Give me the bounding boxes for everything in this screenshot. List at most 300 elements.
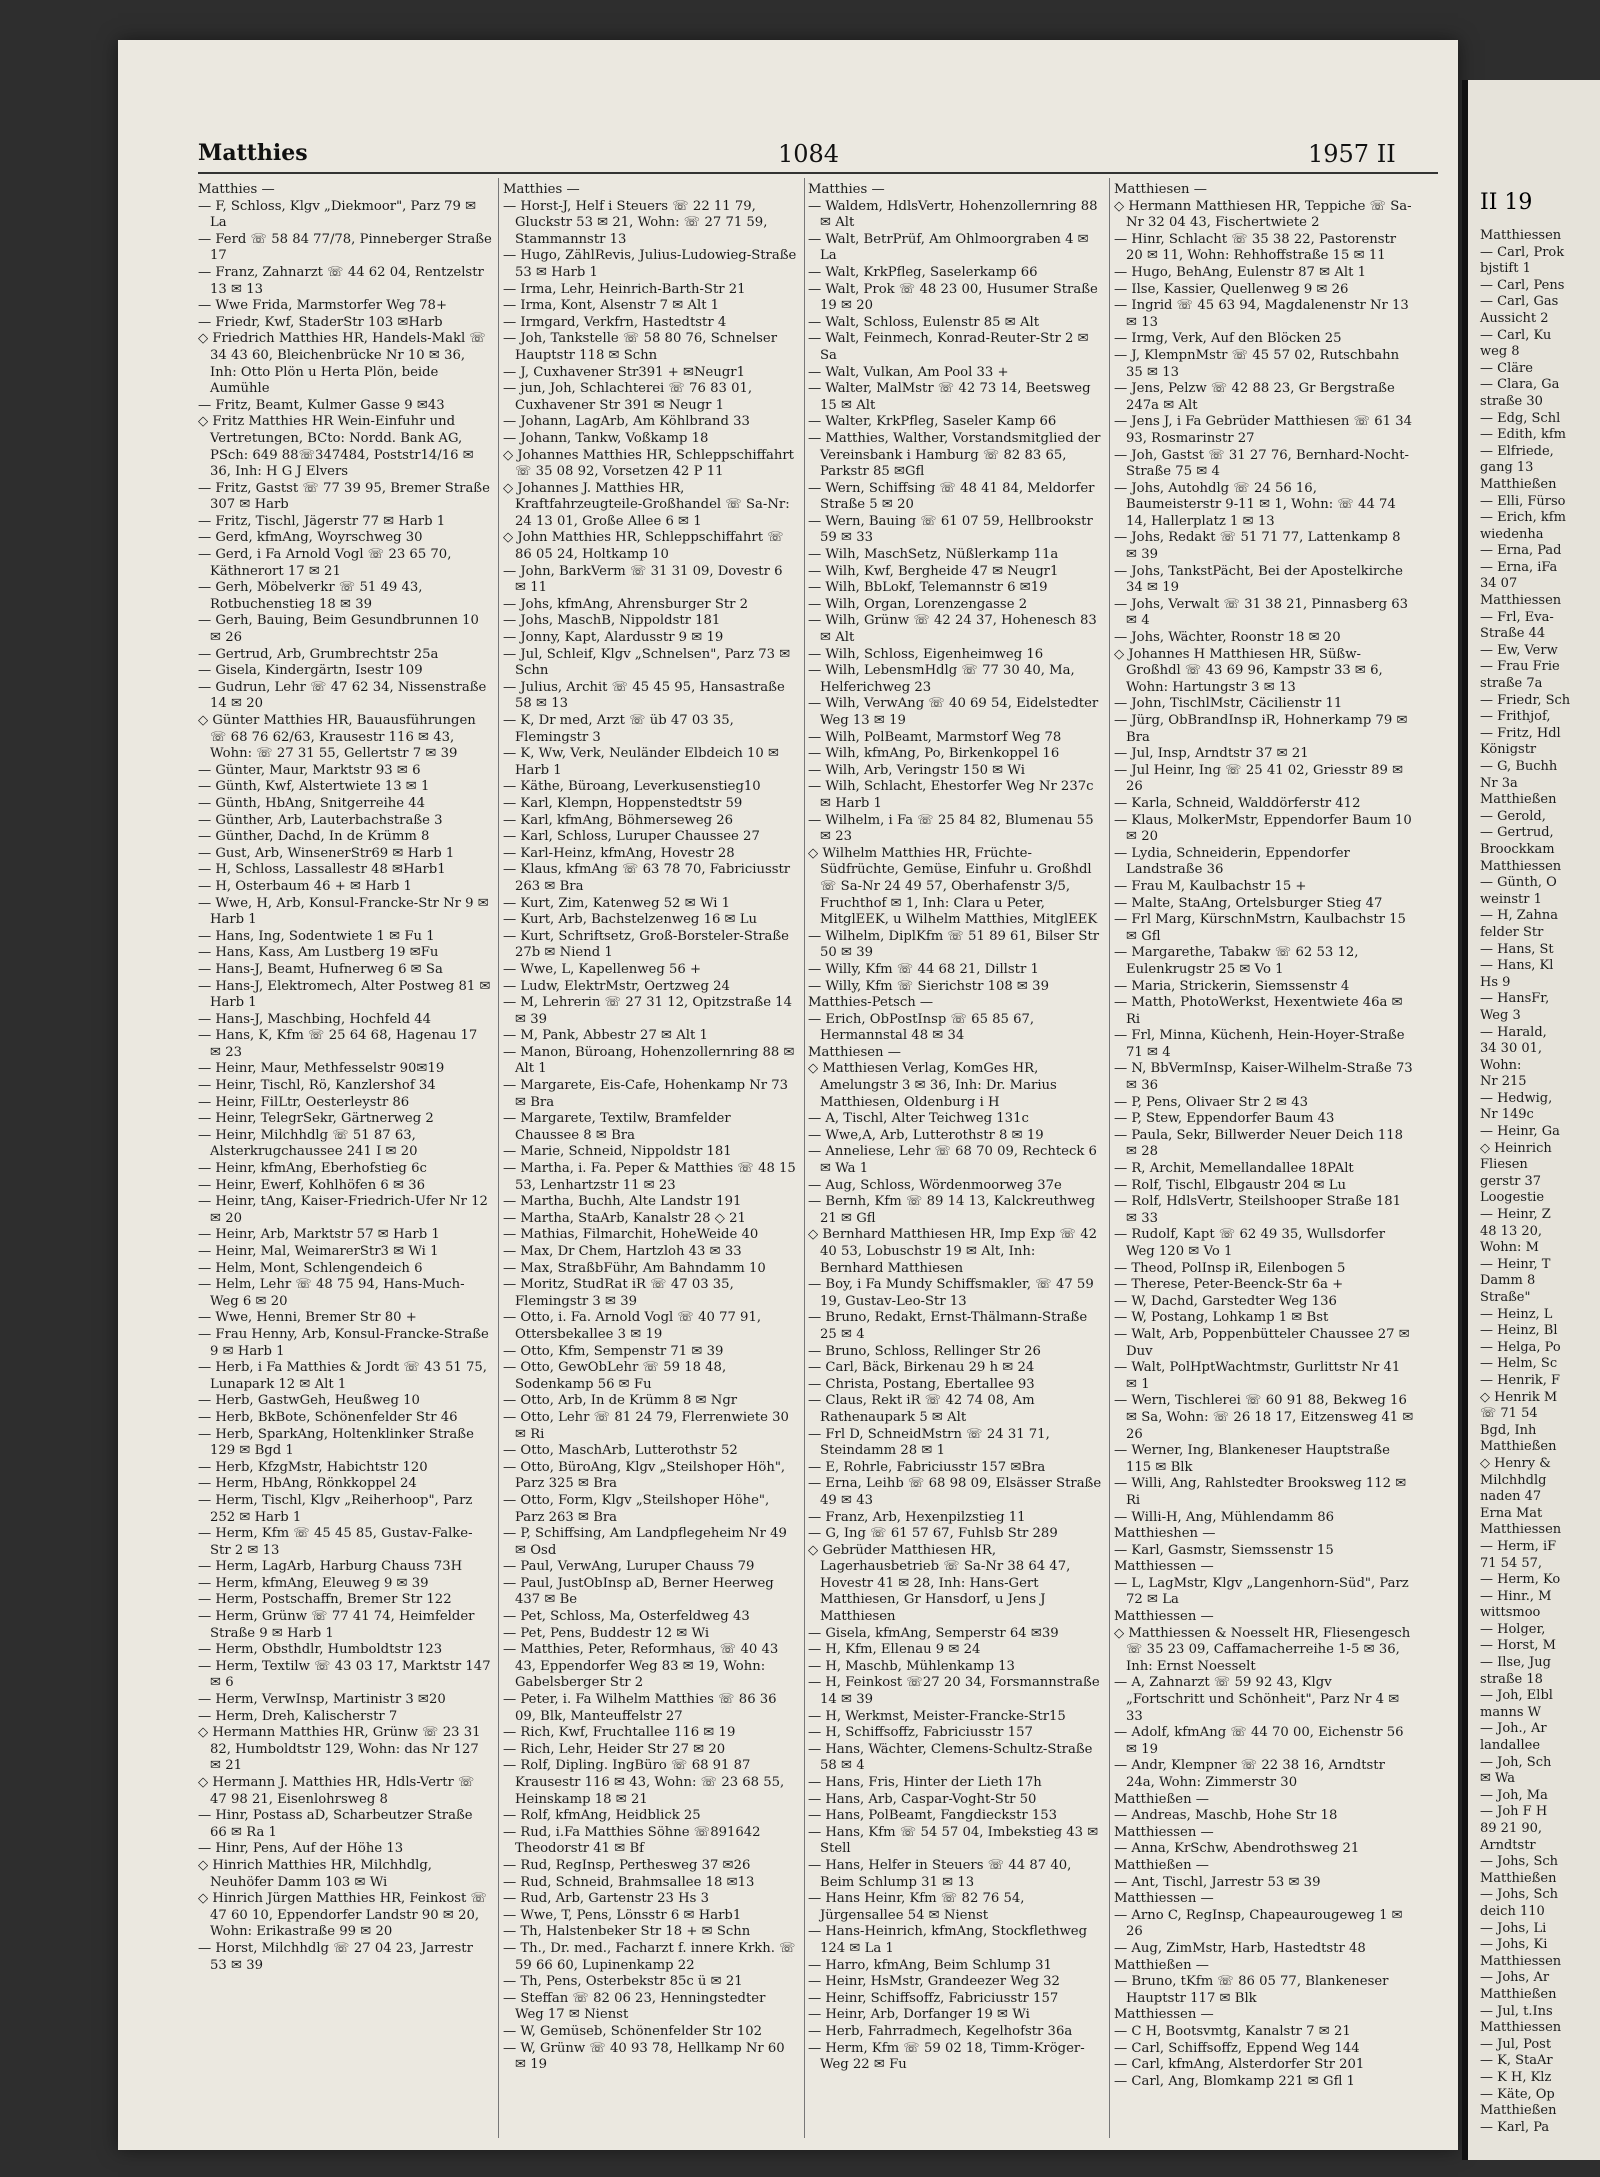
directory-entry: — John, TischlMstr, Cäcilienstr 11 <box>1114 696 1343 712</box>
directory-entry: — Herm, Kfm ☏ 59 02 18, Timm-Kröger-Weg 22 ✉ Fu <box>808 2040 1085 2073</box>
directory-entry: — P, Schiffsing, Am Landpflegeheim Nr 49 ✉ Osd <box>503 1526 787 1558</box>
directory-entry: — Willi, Ang, Rahlstedter Brooksweg 112 ✉ Ri <box>1114 1476 1407 1508</box>
facing-page-line: Aussicht 2 <box>1480 310 1549 326</box>
facing-page-line: ◇ Heinrich <box>1480 1140 1552 1156</box>
facing-page-line: Matthiessen <box>1480 2020 1562 2036</box>
directory-entry: — Gisela, Kindergärtn, Isestr 109 <box>198 663 423 679</box>
directory-entry: — Carl, kfmAng, Alsterdorfer Str 201 <box>1114 2057 1365 2073</box>
facing-page-line: Nr 3a <box>1480 775 1518 791</box>
directory-entry: — Andr, Klempner ☏ 22 38 16, Arndtstr 24a, Wohn: Zimmerstr 30 <box>1114 1758 1385 1790</box>
facing-page-line: — Holger, <box>1480 1621 1546 1637</box>
directory-entry: — Margarete, Textilw, Bramfelder Chaussee 8 ✉ Bra <box>503 1111 731 1143</box>
directory-entry: — Willi-H, Ang, Mühlendamm 86 <box>1114 1509 1335 1525</box>
directory-entry: — Jens J, i Fa Gebrüder Matthiesen ☏ 61 34 93, Rosmarinstr 27 <box>1114 414 1413 446</box>
directory-entry: Matthießen — <box>1114 1857 1209 1873</box>
facing-page-line: — Fritz, Hdl <box>1480 725 1561 741</box>
facing-page-line: naden 47 <box>1480 1489 1542 1505</box>
directory-entry: — Herm, Grünw ☏ 77 41 74, Heimfelder Straße 9 ✉ Harb 1 <box>198 1609 475 1641</box>
directory-entry: — Hans, K, Kfm ☏ 25 64 68, Hagenau 17 ✉ 23 <box>198 1028 478 1060</box>
facing-page-line: — Erna, Pad <box>1480 543 1562 559</box>
directory-entry: — Walt, Vulkan, Am Pool 33 + <box>808 364 1009 380</box>
directory-entry: Matthiessen — <box>1114 2007 1214 2023</box>
directory-entry: — Herm, VerwInsp, Martinistr 3 ✉20 <box>198 1692 446 1708</box>
column-1 <box>198 182 492 2132</box>
directory-entry: — Heinr, Arb, Dorfanger 19 ✉ Wi <box>808 2007 1030 2023</box>
facing-page-line: — Edith, kfm <box>1480 427 1566 443</box>
facing-page-line: weinstr 1 <box>1480 891 1542 907</box>
directory-entry: — Wilhelm, i Fa ☏ 25 84 82, Blumenau 55 ✉ 23 <box>808 812 1094 845</box>
facing-page-line: Matthießen <box>1480 1439 1557 1455</box>
facing-page-line: — Jul, Post <box>1480 2036 1552 2052</box>
directory-entry: — Wilh, Kwf, Bergheide 47 ✉ Neugr1 <box>808 563 1059 579</box>
directory-entry: — Jonny, Kapt, Alardusstr 9 ✉ 19 <box>503 630 724 646</box>
directory-entry: — Walt, Feinmech, Konrad-Reuter-Str 2 ✉ Sa <box>808 331 1089 363</box>
facing-page-line: — Herm, Ko <box>1480 1572 1561 1588</box>
column-divider <box>1109 178 1110 2138</box>
directory-entry: — Wwe, Henni, Bremer Str 80 + <box>198 1310 417 1326</box>
directory-entry: — H, Osterbaum 46 + ✉ Harb 1 <box>198 878 412 894</box>
directory-entry: — Wern, Schiffsing ☏ 48 41 84, Meldorfer Straße 5 ✉ 20 <box>808 480 1095 513</box>
directory-entry: — Gerd, kfmAng, Woyrschweg 30 <box>198 530 423 546</box>
directory-entry: — Wilh, MaschSetz, Nüßlerkamp 11a <box>808 547 1059 563</box>
directory-entry: — Herm, HbAng, Rönkkoppel 24 <box>198 1476 417 1492</box>
directory-entry: — Jul, Schleif, Klgv „Schnelsen", Parz 73 ✉ Schn <box>503 646 791 679</box>
directory-entry: — Martha, StaArb, Kanalstr 28 ◇ 21 <box>503 1210 746 1226</box>
column-4 <box>1114 182 1414 2132</box>
facing-page-line: Matthießen <box>1480 476 1557 492</box>
directory-entry: — P, Stew, Eppendorfer Baum 43 <box>1114 1111 1335 1127</box>
directory-entry: — Bruno, Redakt, Ernst-Thälmann-Straße 25 ✉ 4 <box>808 1310 1088 1342</box>
directory-entry: — Wilh, BbLokf, Telemannstr 6 ✉19 <box>808 580 1048 596</box>
directory-entry: — Th, Halstenbeker Str 18 + ✉ Schn <box>503 1924 751 1940</box>
facing-page-line: — Frau Frie <box>1480 659 1560 675</box>
facing-page-line: landallee <box>1480 1738 1541 1754</box>
directory-entry: — Wilh, Organ, Lorenzengasse 2 <box>808 596 1028 612</box>
directory-entry: — Wern, Bauing ☏ 61 07 59, Hellbrookstr 59 ✉ 33 <box>808 513 1093 546</box>
directory-entry: — Otto, i. Fa. Arnold Vogl ☏ 40 77 91, Ottersbekallee 3 ✉ 19 <box>503 1310 762 1342</box>
directory-entry: — Rud, Schneid, Brahmsallee 18 ✉13 <box>503 1874 755 1890</box>
directory-entry: — Hans-J, Elektromech, Alter Postweg 81 ✉ Harb 1 <box>198 978 491 1011</box>
directory-entry: — Wilh, Schlacht, Ehestorfer Weg Nr 237c ✉ Harb 1 <box>808 779 1094 811</box>
directory-entry: ◇ Matthiessen & Noesselt HR, Fliesengesch ☏ 35 23 09, Caffamacherreihe 1-5 ✉ 36, Inh: Ernst Noesselt <box>1114 1625 1411 1674</box>
facing-page-line: — Joh., Ar <box>1480 1721 1547 1737</box>
directory-entry: — Gerh, Möbelverkr ☏ 51 49 43, Rotbuchenstieg 18 ✉ 39 <box>198 580 423 612</box>
directory-entry: — E, Rohrle, Fabriciusstr 157 ✉Bra <box>808 1459 1046 1475</box>
facing-page-line: Bgd, Inh <box>1480 1422 1537 1438</box>
directory-entry: — Hans, Fris, Hinter der Lieth 17h <box>808 1775 1042 1790</box>
facing-page-line: wiedenha <box>1480 526 1544 542</box>
directory-entry: — Wwe, H, Arb, Konsul-Francke-Str Nr 9 ✉ Harb 1 <box>198 895 489 928</box>
directory-entry: — Ilse, Kassier, Quellenweg 9 ✉ 26 <box>1114 281 1349 297</box>
facing-page-line: — Johs, Sch <box>1480 1854 1559 1870</box>
directory-entry: — Claus, Rekt iR ☏ 42 74 08, Am Rathenaupark 5 ✉ Alt <box>808 1393 1035 1425</box>
directory-entry: — Frl D, SchneidMstrn ☏ 24 31 71, Steindamm 28 ✉ 1 <box>808 1426 1050 1459</box>
directory-entry: — Theod, PolInsp iR, Eilenbogen 5 <box>1114 1260 1346 1276</box>
directory-entry: — Walt, BetrPrüf, Am Ohlmoorgraben 4 ✉ La <box>808 231 1089 264</box>
directory-entry: — Fritz, Gastst ☏ 77 39 95, Bremer Straße 307 ✉ Harb <box>198 480 490 513</box>
directory-entry: Matthiessen — <box>1114 1891 1214 1907</box>
directory-entry: — Friedr, Kwf, StaderStr 103 ✉Harb <box>198 314 443 330</box>
directory-entry: — Karl, Klempn, Hoppenstedtstr 59 <box>503 795 743 811</box>
facing-page-line: — Hinr., M <box>1480 1588 1552 1604</box>
directory-entry: — Gust, Arb, WinsenerStr69 ✉ Harb 1 <box>198 845 455 861</box>
directory-entry: ◇ Hermann Matthies HR, Grünw ☏ 23 31 82, Humboldtstr 129, Wohn: das Nr 127 ✉ 21 <box>198 1725 481 1774</box>
directory-entry: — Hugo, ZählRevis, Julius-Ludowieg-Straße 53 ✉ Harb 1 <box>503 248 797 280</box>
directory-entry: ◇ Hermann J. Matthies HR, Hdls-Vertr ☏ 47 98 21, Eisenlohrsweg 8 <box>198 1775 475 1807</box>
directory-entry: — Irma, Kont, Alsenstr 7 ✉ Alt 1 <box>503 298 720 314</box>
directory-entry: — Ant, Tischl, Jarrestr 53 ✉ 39 <box>1114 1874 1321 1890</box>
facing-page-line: Wohn: <box>1480 1057 1522 1073</box>
directory-entry: — Herm, Kfm ☏ 45 45 85, Gustav-Falke-Str 2 ✉ 13 <box>198 1526 473 1558</box>
directory-entry: — Frl Marg, KürschnMstrn, Kaulbachstr 15 ✉ Gfl <box>1114 912 1406 944</box>
facing-page-line: Hs 9 <box>1480 974 1511 990</box>
directory-entry: — Gudrun, Lehr ☏ 47 62 34, Nissenstraße 14 ✉ 20 <box>198 679 487 712</box>
directory-entry: — Hinr, Schlacht ☏ 35 38 22, Pastorenstr 20 ✉ 11, Wohn: Rehhoffstraße 15 ✉ 11 <box>1114 231 1397 264</box>
directory-entry: — Heinr, kfmAng, Eberhofstieg 6c <box>198 1161 427 1177</box>
facing-page-line: — Karl, Pa <box>1480 2119 1550 2135</box>
directory-entry: — Walt, Schloss, Eulenstr 85 ✉ Alt <box>808 314 1039 330</box>
directory-entry: — Martha, Buchh, Alte Landstr 191 <box>503 1194 742 1210</box>
directory-entry: — Wwe,A, Arb, Lutterothstr 8 ✉ 19 <box>808 1127 1044 1143</box>
facing-page-line: Straße 44 <box>1480 626 1546 642</box>
directory-entry: — Moritz, StudRat iR ☏ 47 03 35, Flemingstr 3 ✉ 39 <box>503 1277 734 1309</box>
facing-page-line: deich 110 <box>1480 1903 1545 1919</box>
directory-entry: — Wilhelm, DiplKfm ☏ 51 89 61, Bilser Str 50 ✉ 39 <box>808 928 1100 961</box>
directory-entry: — Hinr, Postass aD, Scharbeutzer Straße 66 ✉ Ra 1 <box>198 1808 473 1840</box>
directory-entry: — Wwe, T, Pens, Lönsstr 6 ✉ Harb1 <box>503 1907 742 1923</box>
directory-entry: — M, Lehrerin ☏ 27 31 12, Opitzstraße 14 ✉ 39 <box>503 995 792 1027</box>
facing-page-line: — Ew, Verw <box>1480 642 1558 658</box>
directory-entry: — Matthies, Walther, Vorstandsmitglied der Vereinsbank i Hamburg ☏ 82 83 65, Parkstr 85 ✉Gfl <box>808 430 1101 480</box>
directory-entry: — Johs, MaschB, Nippoldstr 181 <box>503 613 721 629</box>
directory-entry: — Herb, KfzgMstr, Habichtstr 120 <box>198 1459 428 1475</box>
directory-entry: — Otto, BüroAng, Klgv „Steilshoper Höh", Parz 325 ✉ Bra <box>503 1459 786 1492</box>
facing-page-line: — K, StaAr <box>1480 2053 1553 2069</box>
directory-entry: — Otto, Arb, In de Krümm 8 ✉ Ngr <box>503 1393 738 1409</box>
facing-page-line: Arndtstr <box>1480 1837 1536 1853</box>
directory-entry: — Hans, Wächter, Clemens-Schultz-Straße 58 ✉ 4 <box>808 1741 1093 1774</box>
directory-entry: — Fritz, Tischl, Jägerstr 77 ✉ Harb 1 <box>198 513 446 529</box>
facing-page-line: 34 07 <box>1480 576 1518 592</box>
directory-entry: — Jens, Pelzw ☏ 42 88 23, Gr Bergstraße 247a ✉ Alt <box>1114 381 1395 413</box>
directory-entry: — Johs, kfmAng, Ahrensburger Str 2 <box>503 596 749 612</box>
facing-page-line: — Hans, Kl <box>1480 958 1554 974</box>
page-number: 1084 <box>778 140 840 168</box>
directory-entry: — Heinr, Ewerf, Kohlhöfen 6 ✉ 36 <box>198 1177 426 1193</box>
facing-page-line: — Johs, Li <box>1480 1920 1547 1936</box>
directory-entry: — Herm, LagArb, Harburg Chauss 73H <box>198 1559 463 1575</box>
directory-entry: Matthieshen — <box>1114 1526 1216 1542</box>
directory-entry: — Herm, kfmAng, Eleuweg 9 ✉ 39 <box>198 1575 429 1591</box>
directory-entry: — H, Schiffsoffz, Fabriciusstr 157 <box>808 1725 1033 1741</box>
directory-entry: — Marie, Schneid, Nippoldstr 181 <box>503 1144 732 1160</box>
directory-entry: ◇ John Matthies HR, Schleppschiffahrt ☏ 86 05 24, Holtkamp 10 <box>503 530 784 563</box>
directory-entry: — Herm, Postschaffn, Bremer Str 122 <box>198 1592 452 1608</box>
directory-entry: — Herb, i Fa Matthies & Jordt ☏ 43 51 75, Lunapark 12 ✉ Alt 1 <box>198 1360 487 1392</box>
facing-page-line: Weg 3 <box>1480 1007 1521 1023</box>
directory-entry: — Klaus, MolkerMstr, Eppendorfer Baum 10 ✉ 20 <box>1114 812 1412 845</box>
facing-page-line: straße 7a <box>1480 676 1543 692</box>
directory-entry: — Günther, Arb, Lauterbachstraße 3 <box>198 812 443 828</box>
directory-entry: — Frau Henny, Arb, Konsul-Francke-Straße 9 ✉ Harb 1 <box>198 1326 489 1359</box>
directory-entry: — Helm, Mont, Schlengendeich 6 <box>198 1260 423 1276</box>
directory-entry: — Willy, Kfm ☏ 44 68 21, Dillstr 1 <box>808 961 1039 977</box>
facing-page-line: Matthiessen <box>1480 593 1562 609</box>
directory-entry: — Margarete, Eis-Cafe, Hohenkamp Nr 73 ✉ Bra <box>503 1078 789 1110</box>
directory-entry: — Th, Pens, Osterbekstr 85c ü ✉ 21 <box>503 1974 743 1990</box>
directory-entry: — W, Gemüseb, Schönenfelder Str 102 <box>503 2023 763 2039</box>
directory-entry: ◇ Hinrich Matthies HR, Milchhdlg, Neuhöfer Damm 103 ✉ Wi <box>198 1857 432 1890</box>
facing-page-line: felder Str <box>1480 924 1544 940</box>
directory-entry: — Wilh, PolBeamt, Marmstorf Weg 78 <box>808 729 1062 745</box>
directory-entry: — Paul, VerwAng, Luruper Chauss 79 <box>503 1559 755 1575</box>
facing-page-line: — G, Buchh <box>1480 759 1558 774</box>
facing-page-line: manns W <box>1480 1704 1541 1720</box>
directory-entry: — Wwe, L, Kapellenweg 56 + <box>503 961 701 977</box>
directory-entry: — Johs, Redakt ☏ 51 71 77, Lattenkamp 8 ✉ 39 <box>1114 530 1401 563</box>
facing-page-line: — Günth, O <box>1480 875 1557 891</box>
directory-entry: — Rolf, Dipling. IngBüro ☏ 68 91 87 Krausestr 116 ✉ 43, Wohn: ☏ 23 68 55, Heinskamp 18 ✉ 21 <box>503 1758 785 1807</box>
directory-entry: — Frau M, Kaulbachstr 15 + <box>1114 878 1307 894</box>
directory-entry: — Walt, Arb, Poppenbütteler Chaussee 27 ✉ Duv <box>1114 1326 1410 1359</box>
directory-entry: — M, Pank, Abbestr 27 ✉ Alt 1 <box>503 1028 708 1044</box>
facing-page-line: Matthießen <box>1480 2103 1557 2119</box>
directory-entry: — Margarethe, Tabakw ☏ 62 53 12, Eulenkrugstr 25 ✉ Vo 1 <box>1114 945 1359 977</box>
directory-entry: — Heinr, TelegrSekr, Gärtnerweg 2 <box>198 1111 434 1127</box>
facing-page-line: — Frl, Eva- <box>1480 609 1554 625</box>
facing-page-line: bjstift 1 <box>1480 261 1531 277</box>
directory-entry: — Christa, Postang, Ebertallee 93 <box>808 1376 1035 1392</box>
facing-page-line: Straße" <box>1480 1290 1531 1305</box>
facing-page-column <box>1480 228 1600 2136</box>
directory-entry: — Frl, Minna, Küchenh, Hein-Hoyer-Straße 71 ✉ 4 <box>1114 1028 1405 1060</box>
facing-page-line: — Joh, Sch <box>1480 1754 1552 1770</box>
facing-page-line: Matthiessen <box>1480 858 1562 874</box>
facing-page-line: — Cläre <box>1480 360 1533 376</box>
directory-entry: — Otto, Kfm, Sempenstr 71 ✉ 39 <box>503 1343 724 1359</box>
directory-entry: — Bernh, Kfm ☏ 89 14 13, Kalckreuthweg 21 ✉ Gfl <box>808 1194 1096 1226</box>
facing-page-line: Wohn: M <box>1480 1240 1539 1256</box>
directory-entry: — Günter, Maur, Marktstr 93 ✉ 6 <box>198 762 421 778</box>
facing-page-line: — Gertrud, <box>1480 825 1554 841</box>
directory-entry: ◇ Hermann Matthiesen HR, Teppiche ☏ Sa-Nr 32 04 43, Fischertwiete 2 <box>1114 198 1412 231</box>
directory-entry: — Aug, Schloss, Wördenmoorweg 37e <box>808 1177 1062 1193</box>
facing-page-line: — Johs, Ki <box>1480 1937 1548 1953</box>
directory-entry: — Heinr, FilLtr, Oesterleystr 86 <box>198 1094 410 1110</box>
directory-entry: Matthießen — <box>1114 1791 1209 1807</box>
directory-entry: — Wilh, Grünw ☏ 42 24 37, Hohenesch 83 ✉ Alt <box>808 613 1097 646</box>
directory-entry: — Johann, Tankw, Voßkamp 18 <box>503 430 709 446</box>
facing-page-line: — Elli, Fürso <box>1480 493 1566 509</box>
header-rule <box>198 172 1438 174</box>
directory-entry: — Gerd, i Fa Arnold Vogl ☏ 23 65 70, Käthnerort 17 ✉ 21 <box>198 547 452 579</box>
facing-page-edge <box>1462 80 1600 2160</box>
directory-entry: — Adolf, kfmAng ☏ 44 70 00, Eichenstr 56 ✉ 19 <box>1114 1725 1404 1757</box>
directory-entry: — Johs, Wächter, Roonstr 18 ✉ 20 <box>1114 630 1341 646</box>
facing-page-line: — Carl, Gas <box>1480 294 1559 310</box>
directory-entry: — H, Schloss, Lassallestr 48 ✉Harb1 <box>198 862 446 878</box>
directory-entry: — Wilh, Schloss, Eigenheimweg 16 <box>808 646 1044 662</box>
directory-entry: — Wilh, kfmAng, Po, Birkenkoppel 16 <box>808 746 1060 762</box>
directory-entry: — Maria, Strickerin, Siemssenstr 4 <box>1114 978 1350 994</box>
directory-entry: — W, Grünw ☏ 40 93 78, Hellkamp Nr 60 ✉ 19 <box>503 2040 785 2073</box>
directory-entry: — Käthe, Büroang, Leverkusenstieg10 <box>503 779 761 795</box>
directory-entry: — Steffan ☏ 82 06 23, Henningstedter Weg 17 ✉ Nienst <box>503 1990 766 2023</box>
facing-page-line: — Jul, t.Ins <box>1480 2003 1553 2019</box>
directory-entry: — Rolf, Tischl, Elbgaustr 204 ✉ Lu <box>1114 1177 1347 1193</box>
directory-entry: — Heinr, Tischl, Rö, Kanzlershof 34 <box>198 1078 436 1094</box>
directory-entry: — Walt, Prok ☏ 48 23 00, Husumer Straße 19 ✉ 20 <box>808 281 1098 314</box>
directory-entry: — Herb, GastwGeh, Heußweg 10 <box>198 1393 420 1409</box>
facing-page-line: Broockkam <box>1480 841 1555 857</box>
directory-entry: — jun, Joh, Schlachterei ☏ 76 83 01, Cuxhavener Str 391 ✉ Neugr 1 <box>503 381 753 413</box>
directory-entry: — Anneliese, Lehr ☏ 68 70 09, Rechteck 6 ✉ Wa 1 <box>808 1144 1097 1177</box>
directory-entry: — A, Tischl, Alter Teichweg 131c <box>808 1111 1029 1127</box>
directory-entry: — Hans, Arb, Caspar-Voght-Str 50 <box>808 1791 1037 1807</box>
directory-entry: ◇ Johannes H Matthiesen HR, Süßw-Großhdl ☏ 43 69 96, Kampstr 33 ✉ 6, Wohn: Hartungstr 3 ✉ 13 <box>1114 646 1383 695</box>
directory-entry: — Wilh, Arb, Veringstr 150 ✉ Wi <box>808 762 1025 778</box>
directory-entry: — Karl-Heinz, kfmAng, Hovestr 28 <box>503 845 735 861</box>
facing-page-header: II 19 <box>1480 190 1533 215</box>
directory-entry: — Hans Heinr, Kfm ☏ 82 76 54, Jürgensallee 54 ✉ Nienst <box>808 1891 1025 1923</box>
facing-page-line: — Edg, Schl <box>1480 410 1561 426</box>
directory-entry: — Lydia, Schneiderin, Eppendorfer Landstraße 36 <box>1114 845 1350 878</box>
column-divider <box>804 178 805 2138</box>
directory-entry: — Heinr, Milchhdlg ☏ 51 87 63, Alsterkrugchaussee 241 I ✉ 20 <box>198 1127 418 1160</box>
facing-page-line: — K H, Klz <box>1480 2069 1552 2085</box>
directory-entry: — Wwe Frida, Marmstorfer Weg 78+ <box>198 298 447 314</box>
directory-entry: — Hinr, Pens, Auf der Höhe 13 <box>198 1841 404 1857</box>
facing-page-line: — Erna, iFa <box>1480 559 1558 575</box>
directory-entry: — Matthies, Peter, Reformhaus, ☏ 40 43 43, Eppendorfer Weg 83 ✉ 19, Wohn: Gabelsberger Str 2 <box>503 1642 779 1691</box>
directory-entry: — Hans-J, Beamt, Hufnerweg 6 ✉ Sa <box>198 961 443 977</box>
facing-page-line: — Herm, iF <box>1480 1538 1557 1554</box>
facing-page-line: Fliesen <box>1480 1157 1528 1173</box>
facing-page-line: — Heinz, Bl <box>1480 1323 1558 1339</box>
directory-entry: ◇ Hinrich Jürgen Matthies HR, Feinkost ☏ 47 60 10, Eppendorfer Landstr 90 ✉ 20, Wohn: Erikastraße 99 ✉ 20 <box>198 1891 488 1940</box>
directory-entry: — Rud, i.Fa Matthies Söhne ☏891642 Theodorstr 41 ✉ Bf <box>503 1824 761 1857</box>
directory-entry: — Otto, MaschArb, Lutterothstr 52 <box>503 1443 738 1459</box>
directory-entry: — Andreas, Maschb, Hohe Str 18 <box>1114 1808 1338 1824</box>
directory-entry: — Carl, Bäck, Birkenau 29 h ✉ 24 <box>808 1360 1035 1376</box>
directory-entry: ◇ Günter Matthies HR, Bauausführungen ☏ 68 76 62/63, Krausestr 116 ✉ 43, Wohn: ☏ 27 31 55, Gellertstr 7 ✉ 39 <box>198 713 476 762</box>
directory-entry: ◇ Fritz Matthies HR Wein-Einfuhr und Vertretungen, BCto: Nordd. Bank AG, PSch: 649 88☏347484, Poststr14/16 ✉36, Inh: H G J Elvers <box>198 414 474 480</box>
directory-entry: Matthiesen — <box>808 1044 901 1060</box>
directory-entry: — Walt, KrkPfleg, Saselerkamp 66 <box>808 264 1038 280</box>
directory-entry: — H, Werkmst, Meister-Francke-Str15 <box>808 1708 1066 1724</box>
directory-entry: — Malte, StaAng, Ortelsburger Stieg 47 <box>1114 895 1383 911</box>
directory-entry: — Heinr, Schiffsoffz, Fabriciusstr 157 <box>808 1990 1059 2006</box>
facing-page-line: 48 13 20, <box>1480 1223 1543 1239</box>
directory-entry: — Wern, Tischlerei ☏ 60 91 88, Bekweg 16 ✉ Sa, Wohn: ☏ 26 18 17, Eitzensweg 41 ✉ 26 <box>1114 1393 1414 1442</box>
directory-entry: — H, Feinkost ☏27 20 34, Forsmannstraße 14 ✉ 39 <box>808 1675 1100 1708</box>
directory-entry: — Wilh, VerwAng ☏ 40 69 54, Eidelstedter Weg 13 ✉ 19 <box>808 696 1099 728</box>
directory-entry: — Hugo, BehAng, Eulenstr 87 ✉ Alt 1 <box>1114 264 1367 280</box>
directory-entry: — Walt, PolHptWachtmstr, Gurlittstr Nr 41 ✉ 1 <box>1114 1360 1401 1392</box>
directory-entry: — Willy, Kfm ☏ Sierichstr 108 ✉ 39 <box>808 978 1049 994</box>
facing-page-line: Matthießen <box>1480 792 1557 808</box>
facing-page-line: — Clara, Ga <box>1480 377 1560 393</box>
directory-entry: — Erich, ObPostInsp ☏ 65 85 67, Hermannstal 48 ✉ 34 <box>808 1011 1035 1044</box>
directory-entry: ◇ Gebrüder Matthiesen HR, Lagerhausbetrieb ☏ Sa-Nr 38 64 47, Hovestr 41 ✉ 28, Inh: Hans-Gert Matthiesen, Gr Hansdorf, u Jens J Matthiesen <box>808 1542 1071 1625</box>
facing-page-line: — Frithjof, <box>1480 709 1551 725</box>
directory-entry: — Boy, i Fa Mundy Schiffsmakler, ☏ 47 59 19, Gustav-Leo-Str 13 <box>808 1277 1094 1309</box>
directory-entry: — Matth, PhotoWerkst, Hexentwiete 46a ✉ Ri <box>1114 995 1403 1027</box>
directory-entry: — Wilh, LebensmHdlg ☏ 77 30 40, Ma, Helferichweg 23 <box>808 663 1075 695</box>
facing-page-line: — Joh, Elbl <box>1480 1688 1553 1704</box>
directory-entry: — N, BbVermInsp, Kaiser-Wilhelm-Straße 73 ✉ 36 <box>1114 1061 1413 1094</box>
facing-page-line: — Harald, <box>1480 1024 1547 1040</box>
directory-entry: — Irmg, Verk, Auf den Blöcken 25 <box>1114 331 1342 347</box>
directory-entry: — R, Archit, Memellandallee 18PAlt <box>1114 1161 1354 1177</box>
directory-entry: — Hans, Kfm ☏ 54 57 04, Imbekstieg 43 ✉ Stell <box>808 1824 1099 1857</box>
facing-page-line: — Henrik, F <box>1480 1372 1561 1388</box>
column-3 <box>808 182 1102 2132</box>
directory-entry: — Hans-Heinrich, kfmAng, Stockflethweg 124 ✉ La 1 <box>808 1924 1088 1956</box>
facing-page-line: — Heinr, Ga <box>1480 1124 1560 1140</box>
directory-entry: — Rolf, HdlsVertr, Steilshooper Straße 181 ✉ 33 <box>1114 1194 1402 1226</box>
facing-page-line: — Carl, Pens <box>1480 277 1565 293</box>
directory-entry: Matthießen — <box>1114 1957 1209 1973</box>
facing-page-line: — Heinz, L <box>1480 1306 1553 1322</box>
facing-page-line: Nr 149c <box>1480 1107 1534 1123</box>
directory-entry: — Kurt, Arb, Bachstelzenweg 16 ✉ Lu <box>503 912 758 928</box>
facing-page-line: gerstr 37 <box>1480 1173 1542 1189</box>
directory-entry: — Herb, BkBote, Schönenfelder Str 46 <box>198 1409 458 1425</box>
directory-entry: Matthies-Petsch — <box>808 995 934 1011</box>
facing-page-line: Königstr <box>1480 742 1537 758</box>
facing-page-line: 89 21 90, <box>1480 1821 1543 1836</box>
facing-page-line: — Gerold, <box>1480 808 1546 824</box>
directory-entry: ◇ Johannes Matthies HR, Schleppschiffahrt ☏ 35 08 92, Vorsetzen 42 P 11 <box>503 447 794 480</box>
directory-entry: — W, Postang, Lohkamp 1 ✉ Bst <box>1114 1310 1329 1326</box>
directory-entry: — W, Dachd, Garstedter Weg 136 <box>1114 1293 1337 1309</box>
facing-page-line: — Heinr, Z <box>1480 1207 1551 1223</box>
directory-entry: — Paula, Sekr, Billwerder Neuer Deich 118 ✉ 28 <box>1114 1127 1404 1160</box>
directory-entry: — F, Schloss, Klgv „Diekmoor", Parz 79 ✉ La <box>198 198 477 231</box>
directory-entry: Matthiesen — <box>1114 182 1207 197</box>
directory-entry: — Rud, Arb, Gartenstr 23 Hs 3 <box>503 1891 709 1907</box>
directory-entry: — K, Dr med, Arzt ☏ üb 47 03 35, Flemingstr 3 <box>503 713 734 745</box>
directory-entry: — Karl, Gasmstr, Siemssenstr 15 <box>1114 1542 1334 1558</box>
facing-page-line: — Johs, Ar <box>1480 1970 1550 1986</box>
facing-page-line: — Elfriede, <box>1480 443 1554 459</box>
directory-entry: — Carl, Schiffsoffz, Eppend Weg 144 <box>1114 2040 1360 2056</box>
directory-entry: — Rud, RegInsp, Perthesweg 37 ✉26 <box>503 1857 751 1873</box>
directory-entry: Matthies — <box>198 182 275 197</box>
directory-entry: — Günth, Kwf, Alstertwiete 13 ✉ 1 <box>198 779 430 795</box>
directory-entry: — P, Pens, Olivaer Str 2 ✉ 43 <box>1114 1094 1308 1110</box>
directory-entry: — Johann, LagArb, Am Köhlbrand 33 <box>503 414 750 430</box>
facing-page-line: — H, Zahna <box>1480 908 1559 924</box>
directory-entry: — Hans, Ing, Sodentwiete 1 ✉ Fu 1 <box>198 928 435 944</box>
facing-page-line: — HansFr, <box>1480 991 1550 1007</box>
directory-entry: — C H, Bootsvmtg, Kanalstr 7 ✉ 21 <box>1114 2023 1351 2039</box>
directory-entry: — Jul Heinr, Ing ☏ 25 41 02, Griesstr 89 ✉ 26 <box>1114 762 1404 795</box>
directory-entry: — Max, Dr Chem, Hartzloh 43 ✉ 33 <box>503 1244 742 1259</box>
directory-entry: — Arno C, RegInsp, Chapeaurougeweg 1 ✉ 26 <box>1114 1907 1403 1940</box>
directory-entry: — Aug, ZimMstr, Harb, Hastedtstr 48 <box>1114 1940 1366 1956</box>
directory-entry: — L, LagMstr, Klgv „Langenhorn-Süd", Parz 72 ✉ La <box>1114 1575 1409 1608</box>
facing-page-line: — Joh, Ma <box>1480 1787 1548 1803</box>
facing-page-line: straße 18 <box>1480 1671 1543 1687</box>
directory-entry: — Bruno, tKfm ☏ 86 05 77, Blankeneser Hauptstr 117 ✉ Blk <box>1114 1974 1389 2006</box>
facing-page-line: Matthiessen <box>1480 1953 1562 1969</box>
directory-entry: — Harro, kfmAng, Beim Schlump 31 <box>808 1957 1052 1973</box>
directory-entry: — H, Maschb, Mühlenkamp 13 <box>808 1658 1015 1674</box>
directory-entry: — Irma, Lehr, Heinrich-Barth-Str 21 <box>503 281 746 297</box>
directory-entry: — Bruno, Schloss, Rellinger Str 26 <box>808 1343 1041 1359</box>
